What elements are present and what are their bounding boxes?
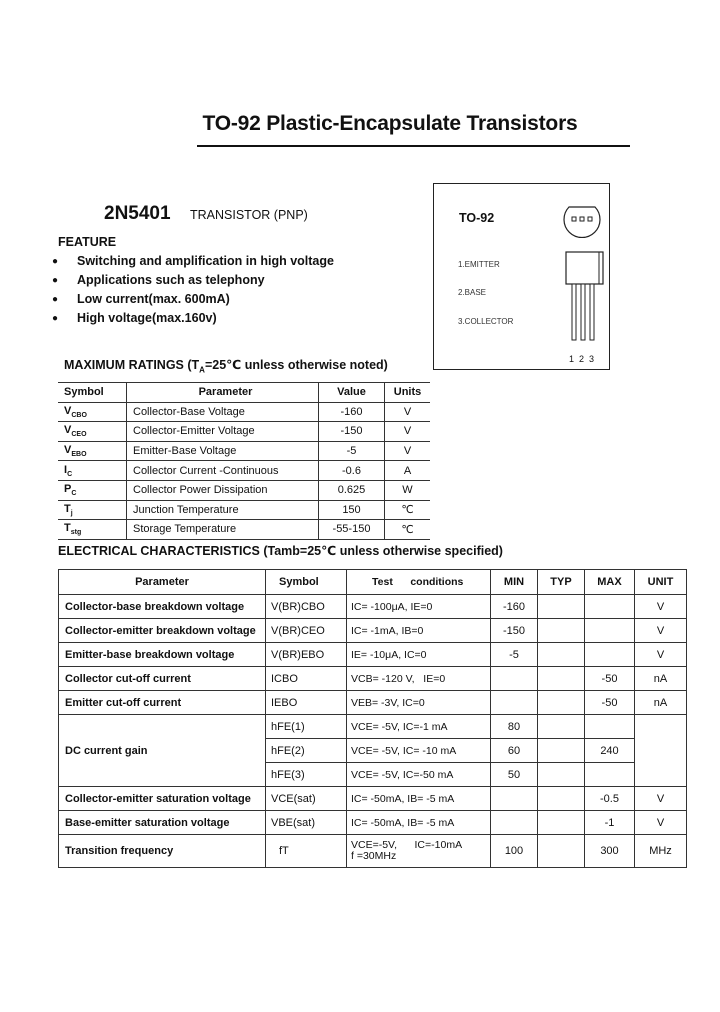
part-type: TRANSISTOR (PNP) — [190, 208, 308, 222]
table-row: $P_C$ Collector Power Dissipation 0.625 W — [58, 480, 430, 500]
feature-item: ● High voltage(max.160v) — [52, 311, 217, 325]
table-row: $I_C$ Collector Current -Continuous -0.6 A — [58, 461, 430, 481]
feature-item: ● Applications such as telephony — [52, 273, 265, 287]
feature-item: ● Low current(max. 600mA) — [52, 292, 230, 306]
package-diagram — [433, 183, 610, 370]
title-underline — [197, 145, 630, 147]
max-ratings-table — [58, 382, 430, 540]
table-row: $V_{CBO}$ Collector-Base Voltage -160 V — [58, 402, 430, 422]
table-row: Collector-emitter saturation voltage VCE(sat) IC= -50mA, IB= -5 mA -0.5 V — [59, 787, 687, 811]
table-row: Collector-emitter breakdown voltage V(BR)CEO IC= -1mA, IB=0 -150 V — [59, 619, 687, 643]
table-row: DC current gain hFE(1) VCE= -5V, IC=-1 mA 80 — [59, 715, 687, 739]
col-header: Units — [385, 383, 431, 403]
col-header: Symbol — [58, 383, 127, 403]
table-header-row: Parameter Symbol Test conditions MIN TYP MAX UNIT — [59, 570, 687, 595]
feature-item: ● Switching and amplification in high voltage — [52, 254, 334, 268]
bullet-icon: ● — [52, 275, 59, 286]
table-header-row — [58, 383, 430, 403]
electrical-table — [58, 569, 687, 868]
table-row: $V_{CEO}$ Collector-Emitter Voltage -150 V — [58, 422, 430, 442]
table-row: $T_j$ Junction Temperature 150 ℃ — [58, 500, 430, 520]
to92-package-icon — [434, 184, 611, 371]
table-row: $V_{EBO}$ Emitter-Base Voltage -5 V — [58, 441, 430, 461]
table-row: Emitter cut-off current IEBO VEB= -3V, IC=0 -50 nA — [59, 691, 687, 715]
table-row: Collector cut-off current ICBO VCB= -120 V, IE=0 -50 nA — [59, 667, 687, 691]
max-ratings-title: MAXIMUM RATINGS ($T_A=25℃$ unless otherwise noted) — [64, 358, 388, 375]
package-name: TO-92 — [459, 211, 495, 225]
page-title: TO-92 Plastic-Encapsulate Transistors — [202, 112, 578, 135]
table-row: hFE(3) VCE= -5V, IC=-50 mA 50 — [59, 763, 687, 787]
table-row: Emitter-base breakdown voltage V(BR)EBO IE= -10μA, IC=0 -5 V — [59, 643, 687, 667]
pin-label-base: 2.BASE — [458, 288, 487, 297]
table-row: Collector-base breakdown voltage V(BR)CBO IC= -100μA, IE=0 -160 V — [59, 595, 687, 619]
bullet-icon: ● — [52, 294, 59, 305]
table-row: Transition frequency fT VCE=-5V, IC=-10mA f =30MHz 100 300 MHz — [59, 835, 687, 868]
bullet-icon: ● — [52, 313, 59, 324]
electrical-title: ELECTRICAL CHARACTERISTICS (Tamb=25℃ unless otherwise specified) — [58, 544, 503, 558]
pin-numbers: 1 2 3 — [569, 354, 595, 364]
col-header: Parameter — [127, 383, 319, 403]
pin-label-collector: 3.COLLECTOR — [458, 317, 514, 326]
part-number: 2N5401 — [104, 203, 171, 224]
pin-label-emitter: 1.EMITTER — [458, 260, 500, 269]
table-row: Base-emitter saturation voltage VBE(sat) IC= -50mA, IB= -5 mA -1 V — [59, 811, 687, 835]
feature-heading: FEATURE — [58, 235, 117, 249]
col-header: Value — [319, 383, 385, 403]
table-row: hFE(2) VCE= -5V, IC= -10 mA 60 240 — [59, 739, 687, 763]
table-row: $T_{stg}$ Storage Temperature -55-150 ℃ — [58, 520, 430, 540]
bullet-icon: ● — [52, 256, 59, 267]
